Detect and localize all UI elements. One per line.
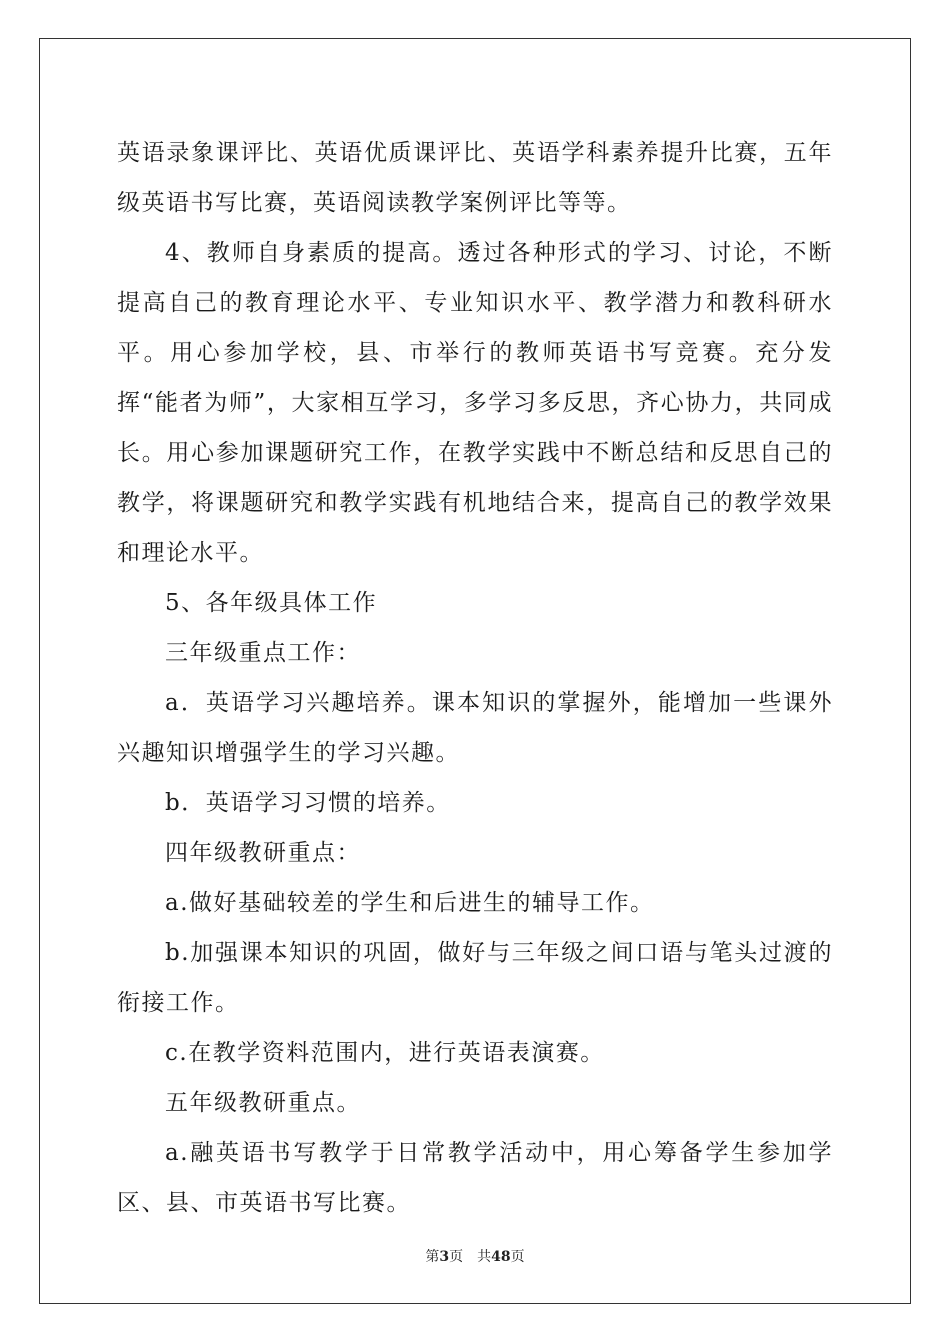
paragraph-2: 4、教师自身素质的提高。透过各种形式的学习、讨论，不断提高自己的教育理论水平、专业知识水平、教学潜力和教科研水平。用心参加学校，县、市举行的教师英语书写竞赛。充分发挥“能者为师”，大家相互学习，多学习多反思，齐心协力，共同成长。用心参加课题研究工作，在教学实践中不断总结和反思自己的教学，将课题研究和教学实践有机地结合来，提高自己的教学效果和理论水平。 [117,240,833,566]
paragraph-4: 三年级重点工作： [165,640,361,666]
total-page-count: 48 [491,1249,511,1265]
document-body [117,128,833,1228]
paragraph-3: 5、各年级具体工作 [165,590,378,616]
current-page-number: 3 [439,1249,450,1265]
footer-prefix: 第 [425,1249,440,1265]
paragraph-8: a.做好基础较差的学生和后进生的辅导工作。 [165,890,655,916]
paragraph-10: c.在教学资料范围内，进行英语表演赛。 [165,1040,605,1066]
footer-total-prefix: 共 [477,1249,492,1265]
footer-total-suffix: 页 [510,1249,525,1265]
paragraph-11: 五年级教研重点。 [165,1090,361,1116]
paragraph-5: a．英语学习兴趣培养。课本知识的掌握外，能增加一些课外兴趣知识增强学生的学习兴趣。 [117,690,833,766]
paragraph-6: b．英语学习习惯的培养。 [165,790,451,816]
paragraph-7: 四年级教研重点： [165,840,361,866]
page-footer [0,1246,950,1266]
footer-page-suffix: 页 [449,1249,464,1265]
paragraph-9: b.加强课本知识的巩固，做好与三年级之间口语与笔头过渡的衔接工作。 [117,940,833,1016]
paragraph-12: a.融英语书写教学于日常教学活动中，用心筹备学生参加学区、县、市英语书写比赛。 [117,1140,833,1216]
paragraph-1: 英语录象课评比、英语优质课评比、英语学科素养提升比赛，五年级英语书写比赛，英语阅读教学案例评比等等。 [117,140,833,216]
